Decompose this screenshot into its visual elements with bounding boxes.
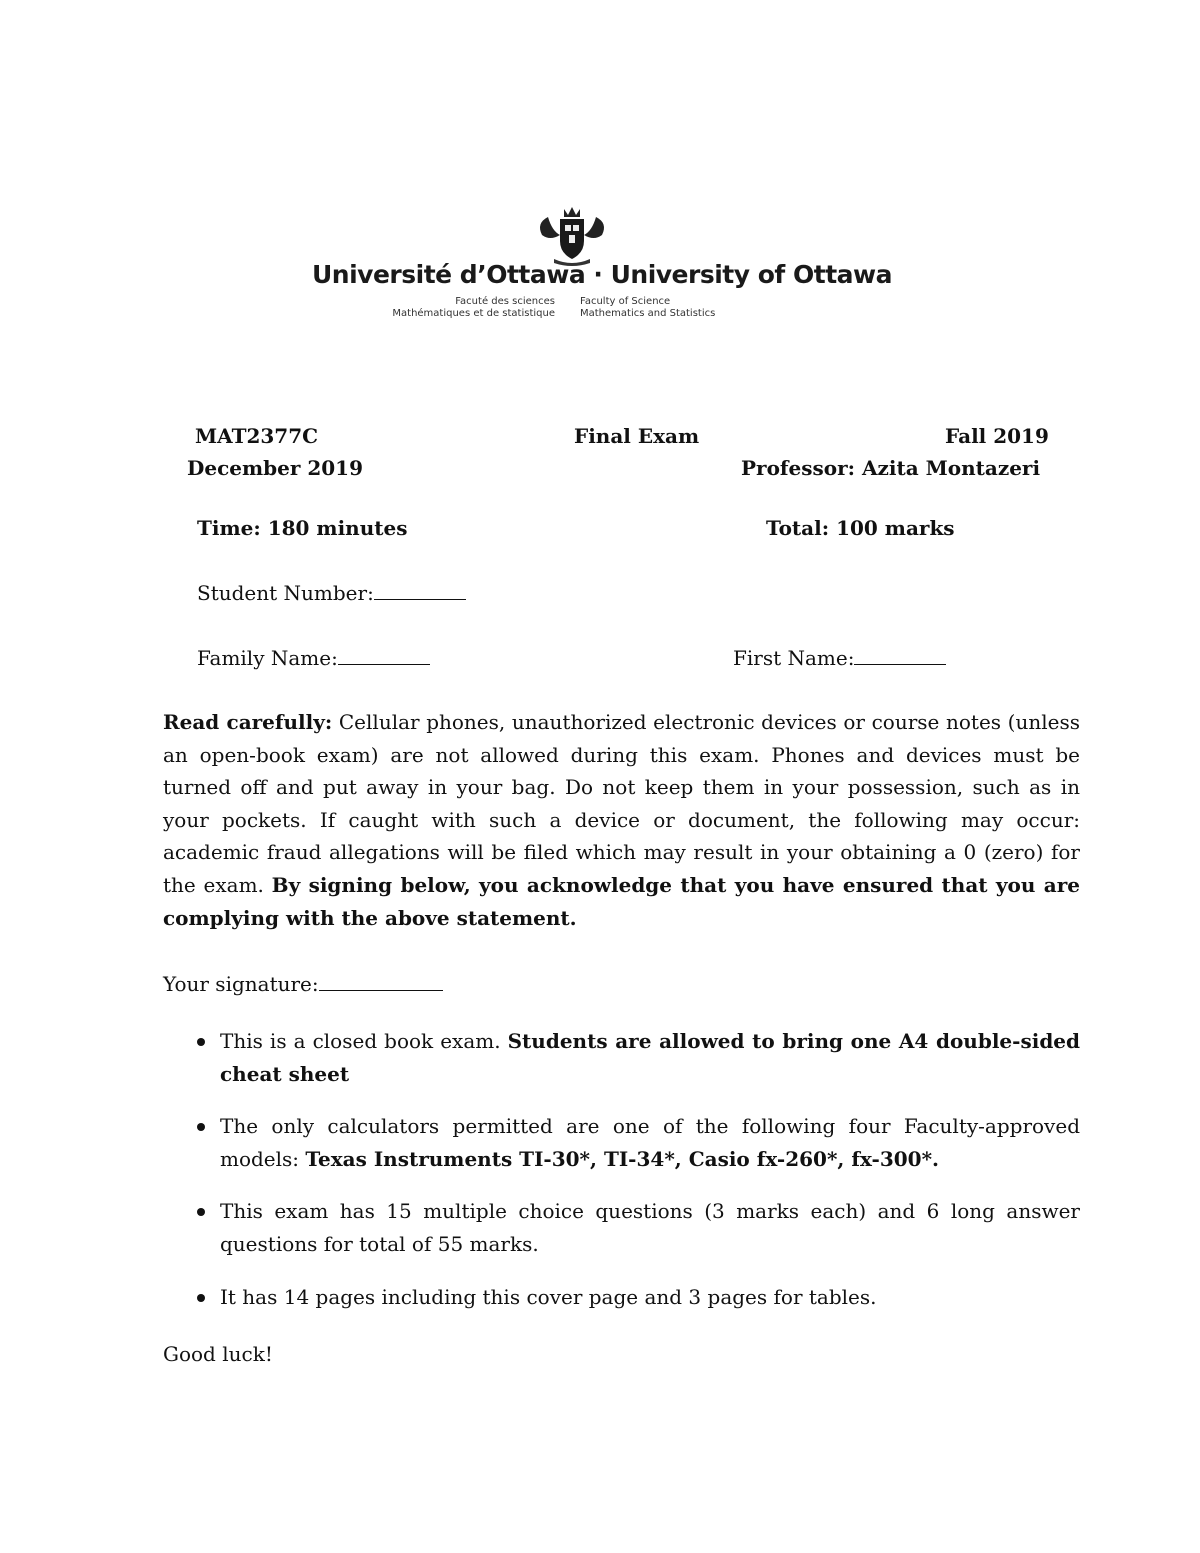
- faculty-english: [580, 296, 715, 320]
- student-number-blank[interactable]: [374, 581, 466, 600]
- notice-body: Cellular phones, unauthorized electronic devices or course notes (unless an open-book exam) are not allowed during this exam. Phones and devices must be turned off and put away in your bag. Do not keep them in your possession, such as in your pockets. If caught with such a device or document, the following may occur: academic fraud allegations will be filed which may result in your obtaining a 0 (zero) for the exam.: [163, 710, 1081, 897]
- closing-text: Good luck!: [163, 1342, 273, 1366]
- total-marks: Total: 100 marks: [766, 516, 955, 540]
- first-name-field[interactable]: [733, 646, 946, 670]
- faculty-english-line1: Faculty of Science: [580, 296, 671, 307]
- instruction-cheat-sheet: Students are allowed to bring one A4 double-sided cheat sheet: [220, 1029, 1081, 1086]
- exam-duration: Time: 180 minutes: [197, 516, 408, 540]
- list-item: [163, 1195, 1080, 1260]
- instruction-calculator-models: Texas Instruments TI-30*, TI-34*, Casio fx-260*, fx-300*.: [305, 1146, 939, 1171]
- signature-field[interactable]: [163, 972, 443, 996]
- list-item: [163, 1025, 1080, 1090]
- bullet-icon: [197, 1123, 205, 1131]
- faculty-english-line2: Mathematics and Statistics: [580, 308, 716, 319]
- university-name: Université d’Ottawa · University of Ottawa: [312, 260, 892, 289]
- bullet-icon: [197, 1208, 205, 1216]
- family-name-field[interactable]: [197, 646, 430, 670]
- family-name-label: Family Name:: [197, 646, 338, 670]
- student-number-field[interactable]: [197, 581, 466, 605]
- bullet-icon: [197, 1294, 205, 1302]
- instructions-list: [163, 1025, 1080, 1333]
- notice-emphasis: By signing below, you acknowledge that you have ensured that you are complying with the above statement.: [163, 872, 1080, 930]
- student-number-label: Student Number:: [197, 581, 374, 605]
- instruction-page-count: It has 14 pages including this cover page and 3 pages for tables.: [220, 1284, 877, 1309]
- notice-lead: Read carefully:: [163, 710, 333, 734]
- exam-date: December 2019: [187, 456, 364, 480]
- instruction-closed-book: This is a closed book exam.: [220, 1029, 508, 1053]
- signature-label: Your signature:: [163, 972, 319, 996]
- faculty-french: [392, 296, 555, 320]
- notice-paragraph: [163, 706, 1080, 934]
- university-logo: [312, 200, 892, 325]
- signature-blank[interactable]: [319, 972, 443, 991]
- faculty-french-line2: Mathématiques et de statistique: [392, 308, 555, 319]
- exam-title: Final Exam: [574, 424, 700, 448]
- bullet-icon: [197, 1038, 205, 1046]
- instruction-calculators: The only calculators permitted are one of the following four Faculty-approved models:: [220, 1114, 1080, 1171]
- course-code: MAT2377C: [195, 424, 319, 448]
- instruction-question-count: This exam has 15 multiple choice questions (3 marks each) and 6 long answer questions for total of 55 marks.: [220, 1199, 1080, 1256]
- faculty-french-line1: Facuté des sciences: [455, 296, 555, 307]
- exam-term: Fall 2019: [945, 424, 1049, 448]
- list-item: [163, 1281, 1080, 1314]
- first-name-blank[interactable]: [854, 646, 946, 665]
- first-name-label: First Name:: [733, 646, 855, 670]
- professor-name: Professor: Azita Montazeri: [741, 456, 1041, 480]
- university-crest-icon: [534, 205, 610, 267]
- family-name-blank[interactable]: [338, 646, 430, 665]
- list-item: [163, 1110, 1080, 1175]
